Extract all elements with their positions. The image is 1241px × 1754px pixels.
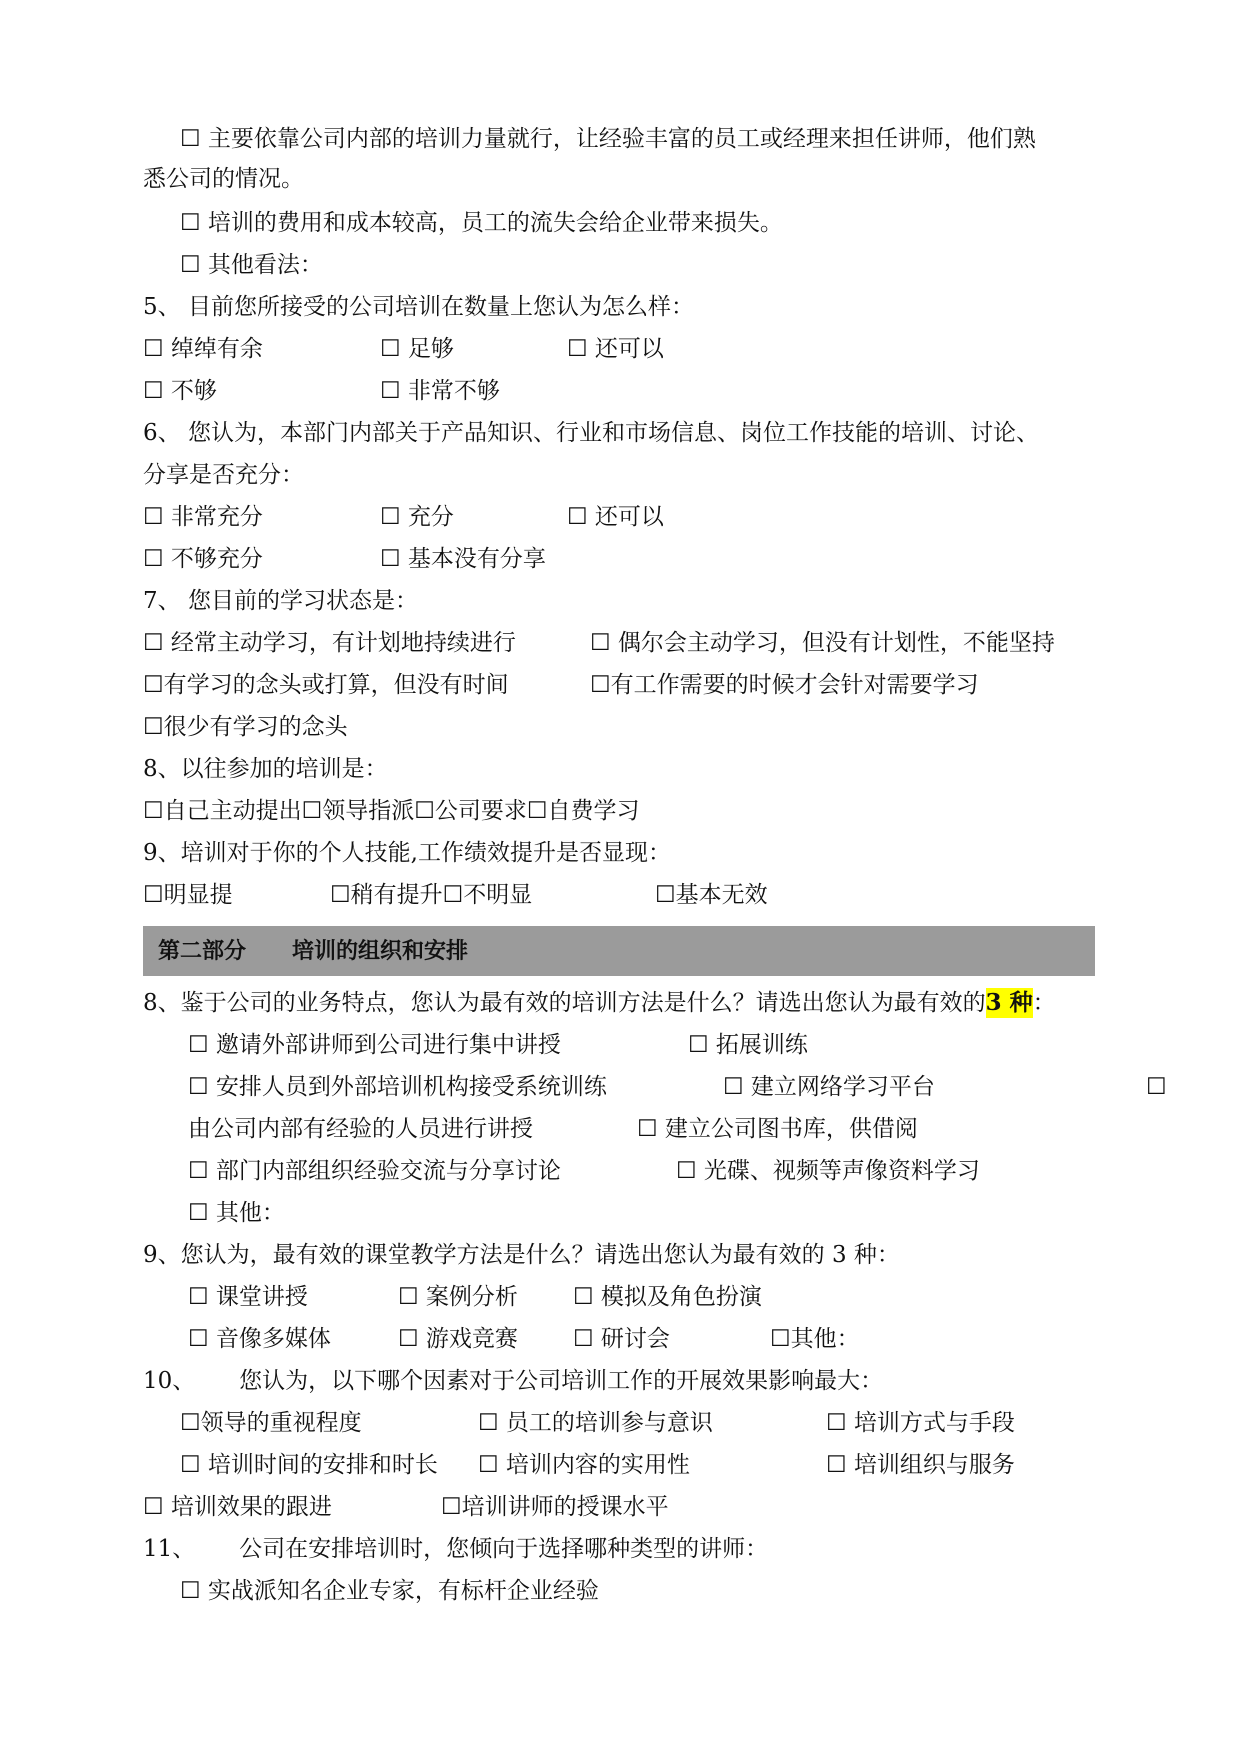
q9-option-ineffective[interactable]: ☐基本无效: [655, 882, 768, 908]
q8b-option-other[interactable]: ☐ 其他：: [188, 1200, 285, 1226]
question-5: 5、 目前您所接受的公司培训在数量上您认为怎么样：: [143, 294, 694, 320]
q10-option-schedule[interactable]: ☐ 培训时间的安排和时长: [180, 1452, 438, 1478]
q10-option-organization[interactable]: ☐ 培训组织与服务: [826, 1452, 1015, 1478]
q11-option-expert[interactable]: ☐ 实战派知名企业专家，有标杆企业经验: [180, 1578, 599, 1604]
q9b-option-other[interactable]: ☐其他：: [770, 1326, 860, 1352]
q9b-option-seminar[interactable]: ☐ 研讨会: [573, 1326, 670, 1352]
option-other-opinion[interactable]: ☐ 其他看法：: [180, 252, 323, 278]
q9b-option-multimedia[interactable]: ☐ 音像多媒体: [188, 1326, 331, 1352]
q10-option-lecturer-level[interactable]: ☐培训讲师的授课水平: [441, 1494, 669, 1520]
q9-option-slight-none[interactable]: ☐稍有提升☐不明显: [330, 882, 533, 908]
q5-option-plenty[interactable]: ☐ 绰绰有余: [143, 336, 263, 362]
q10-option-participation[interactable]: ☐ 员工的培训参与意识: [478, 1410, 713, 1436]
option-cost-high[interactable]: ☐ 培训的费用和成本较高，员工的流失会给企业带来损失。: [180, 210, 783, 236]
q6-option-ok[interactable]: ☐ 还可以: [567, 504, 664, 530]
q9b-option-role-play[interactable]: ☐ 模拟及角色扮演: [573, 1284, 762, 1310]
q5-option-very-insufficient[interactable]: ☐ 非常不够: [380, 378, 500, 404]
q7-option-when-needed[interactable]: ☐有工作需要的时候才会针对需要学习: [590, 672, 979, 698]
q5-option-ok[interactable]: ☐ 还可以: [567, 336, 664, 362]
q9b-option-games[interactable]: ☐ 游戏竞赛: [398, 1326, 518, 1352]
q8b-option-library[interactable]: ☐ 建立公司图书库，供借阅: [637, 1116, 918, 1142]
q7-option-active-planned[interactable]: ☐ 经常主动学习，有计划地持续进行: [143, 630, 516, 656]
q10-option-followup[interactable]: ☐ 培训效果的跟进: [143, 1494, 332, 1520]
question-8-method-colon: ：: [1032, 990, 1056, 1016]
highlighted-count: 3 种: [985, 989, 1033, 1016]
option-internal-trainers-cont: 悉公司的情况。: [143, 166, 304, 192]
q10-option-leadership[interactable]: ☐领导的重视程度: [180, 1410, 362, 1436]
q6-option-sufficient[interactable]: ☐ 充分: [380, 504, 454, 530]
q10-option-methods[interactable]: ☐ 培训方式与手段: [826, 1410, 1015, 1436]
q8b-option-external-institution[interactable]: ☐ 安排人员到外部培训机构接受系统训练: [188, 1074, 607, 1100]
question-6: 6、 您认为，本部门内部关于产品知识、行业和市场信息、岗位工作技能的培训、讨论、: [143, 420, 1039, 446]
q7-option-rarely[interactable]: ☐很少有学习的念头: [143, 714, 348, 740]
q6-option-no-sharing[interactable]: ☐ 基本没有分享: [380, 546, 546, 572]
q8b-option-external-lecturer[interactable]: ☐ 邀请外部讲师到公司进行集中讲授: [188, 1032, 561, 1058]
question-8-method-text: 8、鉴于公司的业务特点，您认为最有效的培训方法是什么？请选出您认为最有效的: [143, 990, 986, 1016]
question-6-cont: 分享是否充分：: [143, 462, 304, 488]
question-9-effect: 9、培训对于你的个人技能,工作绩效提升是否显现：: [143, 840, 671, 866]
q6-option-very-sufficient[interactable]: ☐ 非常充分: [143, 504, 263, 530]
q9-option-obvious[interactable]: ☐明显提: [143, 882, 233, 908]
q7-option-no-time[interactable]: ☐有学习的念头或打算，但没有时间: [143, 672, 509, 698]
question-7: 7、 您目前的学习状态是：: [143, 588, 418, 614]
q7-option-occasional[interactable]: ☐ 偶尔会主动学习，但没有计划性，不能坚持: [590, 630, 1055, 656]
q10-option-practicality[interactable]: ☐ 培训内容的实用性: [478, 1452, 690, 1478]
q8b-option-av-materials[interactable]: ☐ 光碟、视频等声像资料学习: [676, 1158, 980, 1184]
question-10: 10、 您认为，以下哪个因素对于公司培训工作的开展效果影响最大：: [143, 1368, 884, 1394]
q8b-option-internal-checkbox[interactable]: ☐: [1146, 1074, 1167, 1100]
question-8-method: [143, 988, 1056, 1018]
q9b-option-lecture[interactable]: ☐ 课堂讲授: [188, 1284, 308, 1310]
q5-option-not-enough[interactable]: ☐ 不够: [143, 378, 217, 404]
q8b-option-online-platform[interactable]: ☐ 建立网络学习平台: [723, 1074, 935, 1100]
question-11: 11、 公司在安排培训时，您倾向于选择哪种类型的讲师：: [143, 1536, 769, 1562]
option-internal-trainers[interactable]: ☐ 主要依靠公司内部的培训力量就行，让经验丰富的员工或经理来担任讲师，他们熟: [180, 126, 1036, 152]
q8b-option-experience-sharing[interactable]: ☐ 部门内部组织经验交流与分享讨论: [188, 1158, 561, 1184]
q8b-option-internal-experienced: 由公司内部有经验的人员进行讲授: [188, 1116, 533, 1142]
question-8-past-training: 8、以往参加的培训是：: [143, 756, 388, 782]
q8b-option-outward-training[interactable]: ☐ 拓展训练: [688, 1032, 808, 1058]
q5-option-enough[interactable]: ☐ 足够: [380, 336, 454, 362]
q9b-option-case-study[interactable]: ☐ 案例分析: [398, 1284, 518, 1310]
section-title: 第二部分 培训的组织和安排: [158, 939, 468, 964]
q6-option-insufficient[interactable]: ☐ 不够充分: [143, 546, 263, 572]
question-9-teaching: 9、您认为，最有效的课堂教学方法是什么？请选出您认为最有效的 3 种：: [143, 1242, 900, 1268]
q8-past-training-options[interactable]: ☐自己主动提出☐领导指派☐公司要求☐自费学习: [143, 798, 640, 824]
